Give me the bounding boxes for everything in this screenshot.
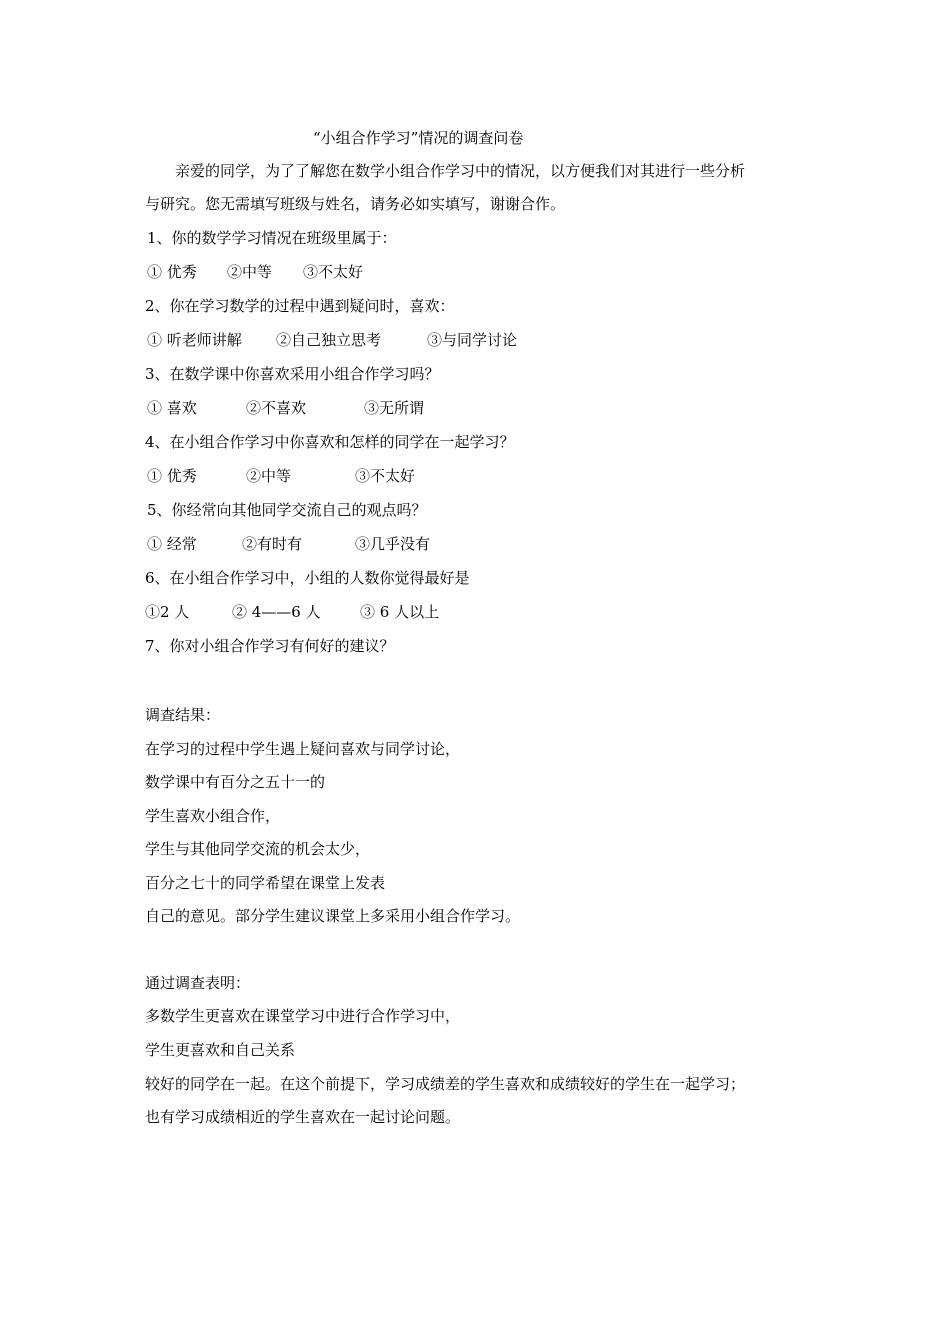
- question-7: 7、你对小组合作学习有何好的建议？: [145, 637, 395, 655]
- question-4-options: [147, 466, 415, 486]
- option: ③ 6 人以上: [360, 603, 440, 621]
- option: ②自己独立思考: [276, 331, 382, 349]
- question-1-options: [147, 262, 363, 282]
- results-heading: 调查结果：: [145, 706, 221, 724]
- option: ②有时有: [242, 535, 303, 553]
- question-5: 5、你经常向其他同学交流自己的观点吗？: [147, 501, 427, 519]
- option: ① 喜欢: [147, 399, 197, 417]
- document-title: “小组合作学习”情况的调查问卷: [313, 129, 524, 147]
- conclusion-line: 也有学习成绩相近的学生喜欢在一起讨论问题。: [145, 1108, 461, 1126]
- intro-line-1: 亲爱的同学，为了了解您在数学小组合作学习中的情况，以方便我们对其进行一些分析: [175, 162, 746, 180]
- option: ②中等: [227, 263, 273, 281]
- option: ③无所谓: [364, 399, 425, 417]
- question-1: 1、你的数学学习情况在班级里属于：: [147, 229, 397, 247]
- question-5-options: [147, 534, 430, 554]
- option: ①2 人: [145, 603, 190, 621]
- results-line: 数学课中有百分之五十一的: [145, 773, 326, 791]
- conclusion-line: 学生更喜欢和自己关系: [145, 1041, 296, 1059]
- intro-line-2: 与研究。您无需填写班级与姓名，请务必如实填写，谢谢合作。: [145, 195, 566, 213]
- option: ③不太好: [303, 263, 364, 281]
- results-line: 学生喜欢小组合作，: [145, 807, 281, 825]
- option: ① 听老师讲解: [147, 331, 242, 349]
- question-6-options: [145, 602, 439, 622]
- question-4: 4、在小组合作学习中你喜欢和怎样的同学在一起学习？: [145, 433, 515, 451]
- option: ③与同学讨论: [427, 331, 518, 349]
- conclusion-line: 较好的同学在一起。在这个前提下，学习成绩差的学生喜欢和成绩较好的学生在一起学习；: [145, 1075, 746, 1093]
- question-3: 3、在数学课中你喜欢采用小组合作学习吗？: [145, 365, 440, 383]
- option: ① 经常: [147, 535, 197, 553]
- question-2: 2、你在学习数学的过程中遇到疑问时，喜欢：: [145, 297, 455, 315]
- option: ②中等: [246, 467, 292, 485]
- conclusion-line: 多数学生更喜欢在课堂学习中进行合作学习中，: [145, 1007, 461, 1025]
- conclusion-heading: 通过调查表明：: [145, 974, 251, 992]
- option: ① 优秀: [147, 263, 197, 281]
- results-line: 自己的意见。部分学生建议课堂上多采用小组合作学习。: [145, 907, 521, 925]
- option: ③不太好: [355, 467, 416, 485]
- question-2-options: [147, 330, 517, 350]
- option: ②不喜欢: [246, 399, 307, 417]
- results-line: 在学习的过程中学生遇上疑问喜欢与同学讨论，: [145, 740, 461, 758]
- option: ③几乎没有: [355, 535, 431, 553]
- results-line: 百分之七十的同学希望在课堂上发表: [145, 874, 386, 892]
- question-3-options: [147, 398, 424, 418]
- option: ② 4——6 人: [232, 603, 321, 621]
- question-6: 6、在小组合作学习中，小组的人数你觉得最好是: [145, 569, 470, 587]
- results-line: 学生与其他同学交流的机会太少，: [145, 840, 371, 858]
- option: ① 优秀: [147, 467, 197, 485]
